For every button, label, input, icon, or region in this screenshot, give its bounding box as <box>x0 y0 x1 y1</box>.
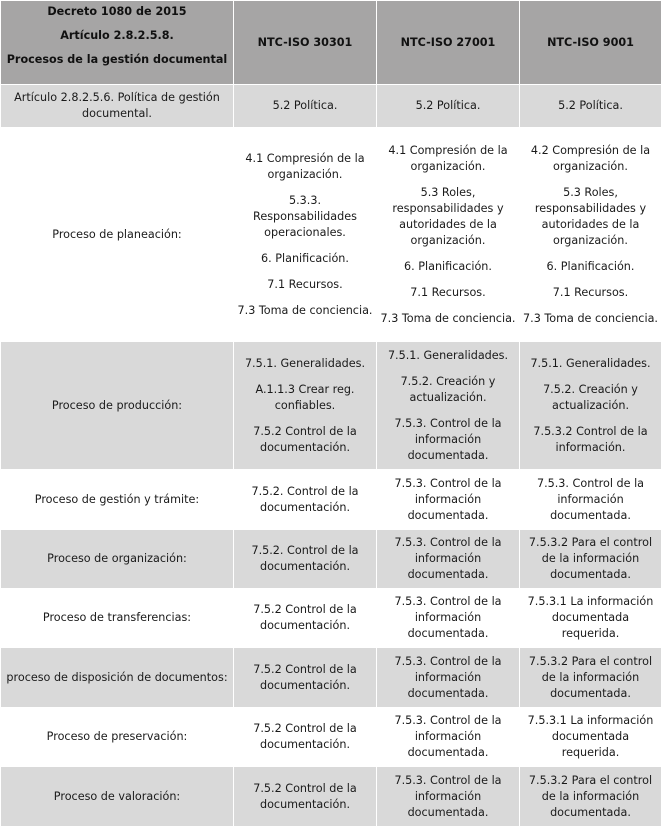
iso9001-item: 7.5.3.2 Control de la información. <box>523 424 658 456</box>
iso27001-cell <box>377 342 520 470</box>
iso27001-item: 7.5.3. Control de la información documentada. <box>380 535 516 583</box>
iso9001-cell <box>520 589 661 648</box>
iso9001-item: 5.3 Roles, responsabilidades y autoridades de la organización. <box>523 185 658 249</box>
iso9001-item: 4.2 Compresión de la organización. <box>523 143 658 175</box>
iso27001-cell <box>377 767 520 827</box>
iso27001-cell <box>377 530 520 589</box>
iso30301-item: 7.5.2 Control de la documentación. <box>237 662 373 694</box>
iso27001-item: 7.5.3. Control de la información documentada. <box>380 654 516 702</box>
iso27001-item: 7.5.2. Creación y actualización. <box>380 374 516 406</box>
iso9001-item: 7.5.1. Generalidades. <box>523 356 658 372</box>
table-row <box>1 128 661 342</box>
iso30301-item: 7.3 Toma de conciencia. <box>237 303 373 319</box>
iso9001-item: 6. Planificación. <box>523 259 658 275</box>
iso30301-item: 7.5.2 Control de la documentación. <box>237 602 373 634</box>
iso9001-cell <box>520 342 661 470</box>
iso30301-item: 5.2 Política. <box>237 98 373 114</box>
iso30301-item: 7.1 Recursos. <box>237 277 373 293</box>
iso9001-item: 7.5.2. Creación y actualización. <box>523 382 658 414</box>
iso30301-item: 5.3.3. Responsabilidades operacionales. <box>237 193 373 241</box>
header-iso30301: NTC-ISO 30301 <box>234 1 377 85</box>
iso9001-cell <box>520 648 661 708</box>
header-decreto-line: Decreto 1080 de 2015 <box>4 4 230 20</box>
table-row <box>1 767 661 827</box>
table-row <box>1 530 661 589</box>
iso9001-item: 7.1 Recursos. <box>523 285 658 301</box>
header-decreto <box>1 1 234 85</box>
iso9001-cell <box>520 708 661 767</box>
iso27001-item: 7.5.1. Generalidades. <box>380 348 516 364</box>
iso30301-item: 4.1 Compresión de la organización. <box>237 151 373 183</box>
iso27001-cell <box>377 128 520 342</box>
table-row <box>1 342 661 470</box>
iso30301-cell <box>234 648 377 708</box>
iso27001-item: 4.1 Compresión de la organización. <box>380 143 516 175</box>
iso27001-cell <box>377 708 520 767</box>
iso9001-cell <box>520 85 661 128</box>
iso9001-cell <box>520 530 661 589</box>
process-cell: Proceso de producción: <box>1 342 234 470</box>
iso9001-item: 7.5.3. Control de la información documentada. <box>523 476 658 524</box>
header-row <box>1 1 661 85</box>
iso9001-item: 5.2 Política. <box>523 98 658 114</box>
iso30301-cell <box>234 767 377 827</box>
table-body <box>1 85 661 827</box>
iso30301-item: 7.5.2 Control de la documentación. <box>237 424 373 456</box>
iso30301-cell <box>234 342 377 470</box>
iso27001-cell <box>377 470 520 530</box>
iso27001-cell <box>377 589 520 648</box>
iso30301-item: 7.5.2 Control de la documentación. <box>237 721 373 753</box>
table-row <box>1 470 661 530</box>
iso27001-item: 7.5.3. Control de la información documentada. <box>380 476 516 524</box>
iso30301-item: 6. Planificación. <box>237 251 373 267</box>
iso30301-item: 7.5.2 Control de la documentación. <box>237 781 373 813</box>
iso30301-cell <box>234 85 377 128</box>
iso9001-item: 7.5.3.2 Para el control de la información documentada. <box>523 654 658 702</box>
process-cell: Proceso de valoración: <box>1 767 234 827</box>
iso9001-item: 7.5.3.2 Para el control de la información documentada. <box>523 535 658 583</box>
iso30301-cell <box>234 589 377 648</box>
header-iso9001: NTC-ISO 9001 <box>520 1 661 85</box>
table-row <box>1 708 661 767</box>
header-iso27001: NTC-ISO 27001 <box>377 1 520 85</box>
iso30301-cell <box>234 708 377 767</box>
iso27001-item: 7.1 Recursos. <box>380 285 516 301</box>
process-cell: Proceso de transferencias: <box>1 589 234 648</box>
iso27001-cell <box>377 85 520 128</box>
iso9001-item: 7.5.3.2 Para el control de la información documentada. <box>523 773 658 821</box>
iso27001-item: 5.3 Roles, responsabilidades y autoridades de la organización. <box>380 185 516 249</box>
iso27001-item: 7.5.3. Control de la información documentada. <box>380 773 516 821</box>
iso30301-cell <box>234 128 377 342</box>
iso27001-item: 7.5.3. Control de la información documentada. <box>380 713 516 761</box>
process-cell: Proceso de gestión y trámite: <box>1 470 234 530</box>
header-article-line: Artículo 2.8.2.5.8. <box>4 28 230 44</box>
process-cell: Proceso de preservación: <box>1 708 234 767</box>
iso30301-item: 7.5.1. Generalidades. <box>237 356 373 372</box>
iso9001-item: 7.5.3.1 La información documentada requerida. <box>523 594 658 642</box>
table-row <box>1 85 661 128</box>
iso9001-cell <box>520 470 661 530</box>
process-cell: Proceso de planeación: <box>1 128 234 342</box>
iso9001-item: 7.3 Toma de conciencia. <box>523 311 658 327</box>
process-cell: proceso de disposición de documentos: <box>1 648 234 708</box>
iso30301-item: 7.5.2. Control de la documentación. <box>237 484 373 516</box>
iso30301-item: A.1.1.3 Crear reg. confiables. <box>237 382 373 414</box>
iso27001-item: 6. Planificación. <box>380 259 516 275</box>
iso27001-item: 5.2 Política. <box>380 98 516 114</box>
iso27001-item: 7.5.3. Control de la información documentada. <box>380 594 516 642</box>
iso27001-item: 7.5.3. Control de la información documentada. <box>380 416 516 464</box>
iso27001-item: 7.3 Toma de conciencia. <box>380 311 516 327</box>
iso30301-item: 7.5.2. Control de la documentación. <box>237 543 373 575</box>
table-row <box>1 589 661 648</box>
header-processes-line: Procesos de la gestión documental <box>4 52 230 68</box>
iso30301-cell <box>234 470 377 530</box>
iso30301-cell <box>234 530 377 589</box>
iso9001-cell <box>520 128 661 342</box>
iso9001-item: 7.5.3.1 La información documentada requerida. <box>523 713 658 761</box>
table-row <box>1 648 661 708</box>
iso9001-cell <box>520 767 661 827</box>
iso27001-cell <box>377 648 520 708</box>
process-cell: Proceso de organización: <box>1 530 234 589</box>
process-cell: Artículo 2.8.2.5.6. Política de gestión documental. <box>1 85 234 128</box>
